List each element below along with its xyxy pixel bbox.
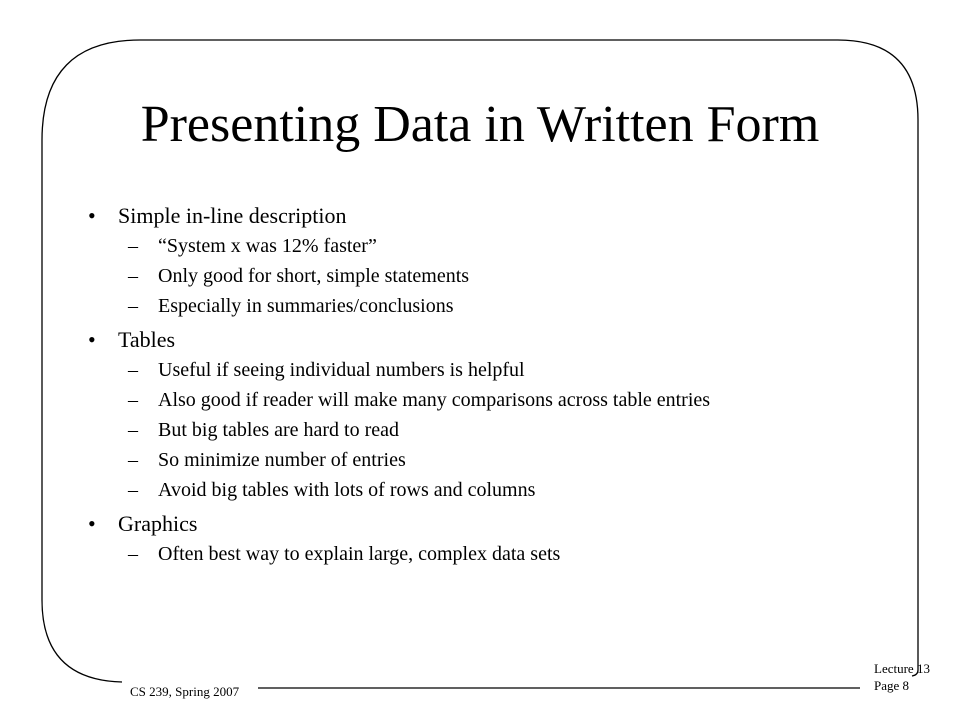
sub-item <box>118 480 868 500</box>
sub-text: “System x was 12% faster” <box>158 235 377 257</box>
lecture-number: Lecture 13 <box>874 661 930 676</box>
bullet-glyph: • <box>88 327 96 352</box>
sub-text: Also good if reader will make many comparisons across table entries <box>158 389 711 411</box>
sub-item <box>118 236 868 256</box>
sub-text: So minimize number of entries <box>158 449 406 471</box>
slide-title: Presenting Data in Written Form <box>140 96 820 153</box>
sub-list <box>118 544 868 564</box>
sub-glyph: – <box>128 419 138 441</box>
bullet-item <box>88 510 868 564</box>
sub-glyph: – <box>128 543 138 565</box>
page-number: Page 8 <box>874 678 910 693</box>
sub-item <box>118 360 868 380</box>
bullet-text: Simple in-line description <box>118 203 347 228</box>
sub-list <box>118 236 868 316</box>
bullet-text: Tables <box>118 327 176 352</box>
sub-item <box>118 450 868 470</box>
sub-glyph: – <box>128 449 138 471</box>
bullet-glyph: • <box>88 511 96 536</box>
sub-item <box>118 390 868 410</box>
bullet-glyph: • <box>88 203 96 228</box>
sub-glyph: – <box>128 359 138 381</box>
bullet-text: Graphics <box>118 511 198 536</box>
bullet-list <box>88 202 868 574</box>
sub-text: Often best way to explain large, complex data sets <box>158 543 561 565</box>
sub-glyph: – <box>128 235 138 257</box>
sub-glyph: – <box>128 479 138 501</box>
sub-text: But big tables are hard to read <box>158 419 400 441</box>
sub-item <box>118 296 868 316</box>
sub-glyph: – <box>128 265 138 287</box>
sub-item <box>118 266 868 286</box>
sub-text: Useful if seeing individual numbers is helpful <box>158 359 525 381</box>
lecture-page-footer <box>874 660 930 694</box>
sub-text: Especially in summaries/conclusions <box>158 295 454 317</box>
sub-text: Avoid big tables with lots of rows and columns <box>158 479 536 501</box>
sub-item <box>118 544 868 564</box>
course-footer: CS 239, Spring 2007 <box>130 684 240 699</box>
sub-text: Only good for short, simple statements <box>158 265 470 287</box>
sub-item <box>118 420 868 440</box>
sub-glyph: – <box>128 389 138 411</box>
bullet-item <box>88 202 868 316</box>
sub-glyph: – <box>128 295 138 317</box>
sub-list <box>118 360 868 500</box>
bullet-item <box>88 326 868 500</box>
